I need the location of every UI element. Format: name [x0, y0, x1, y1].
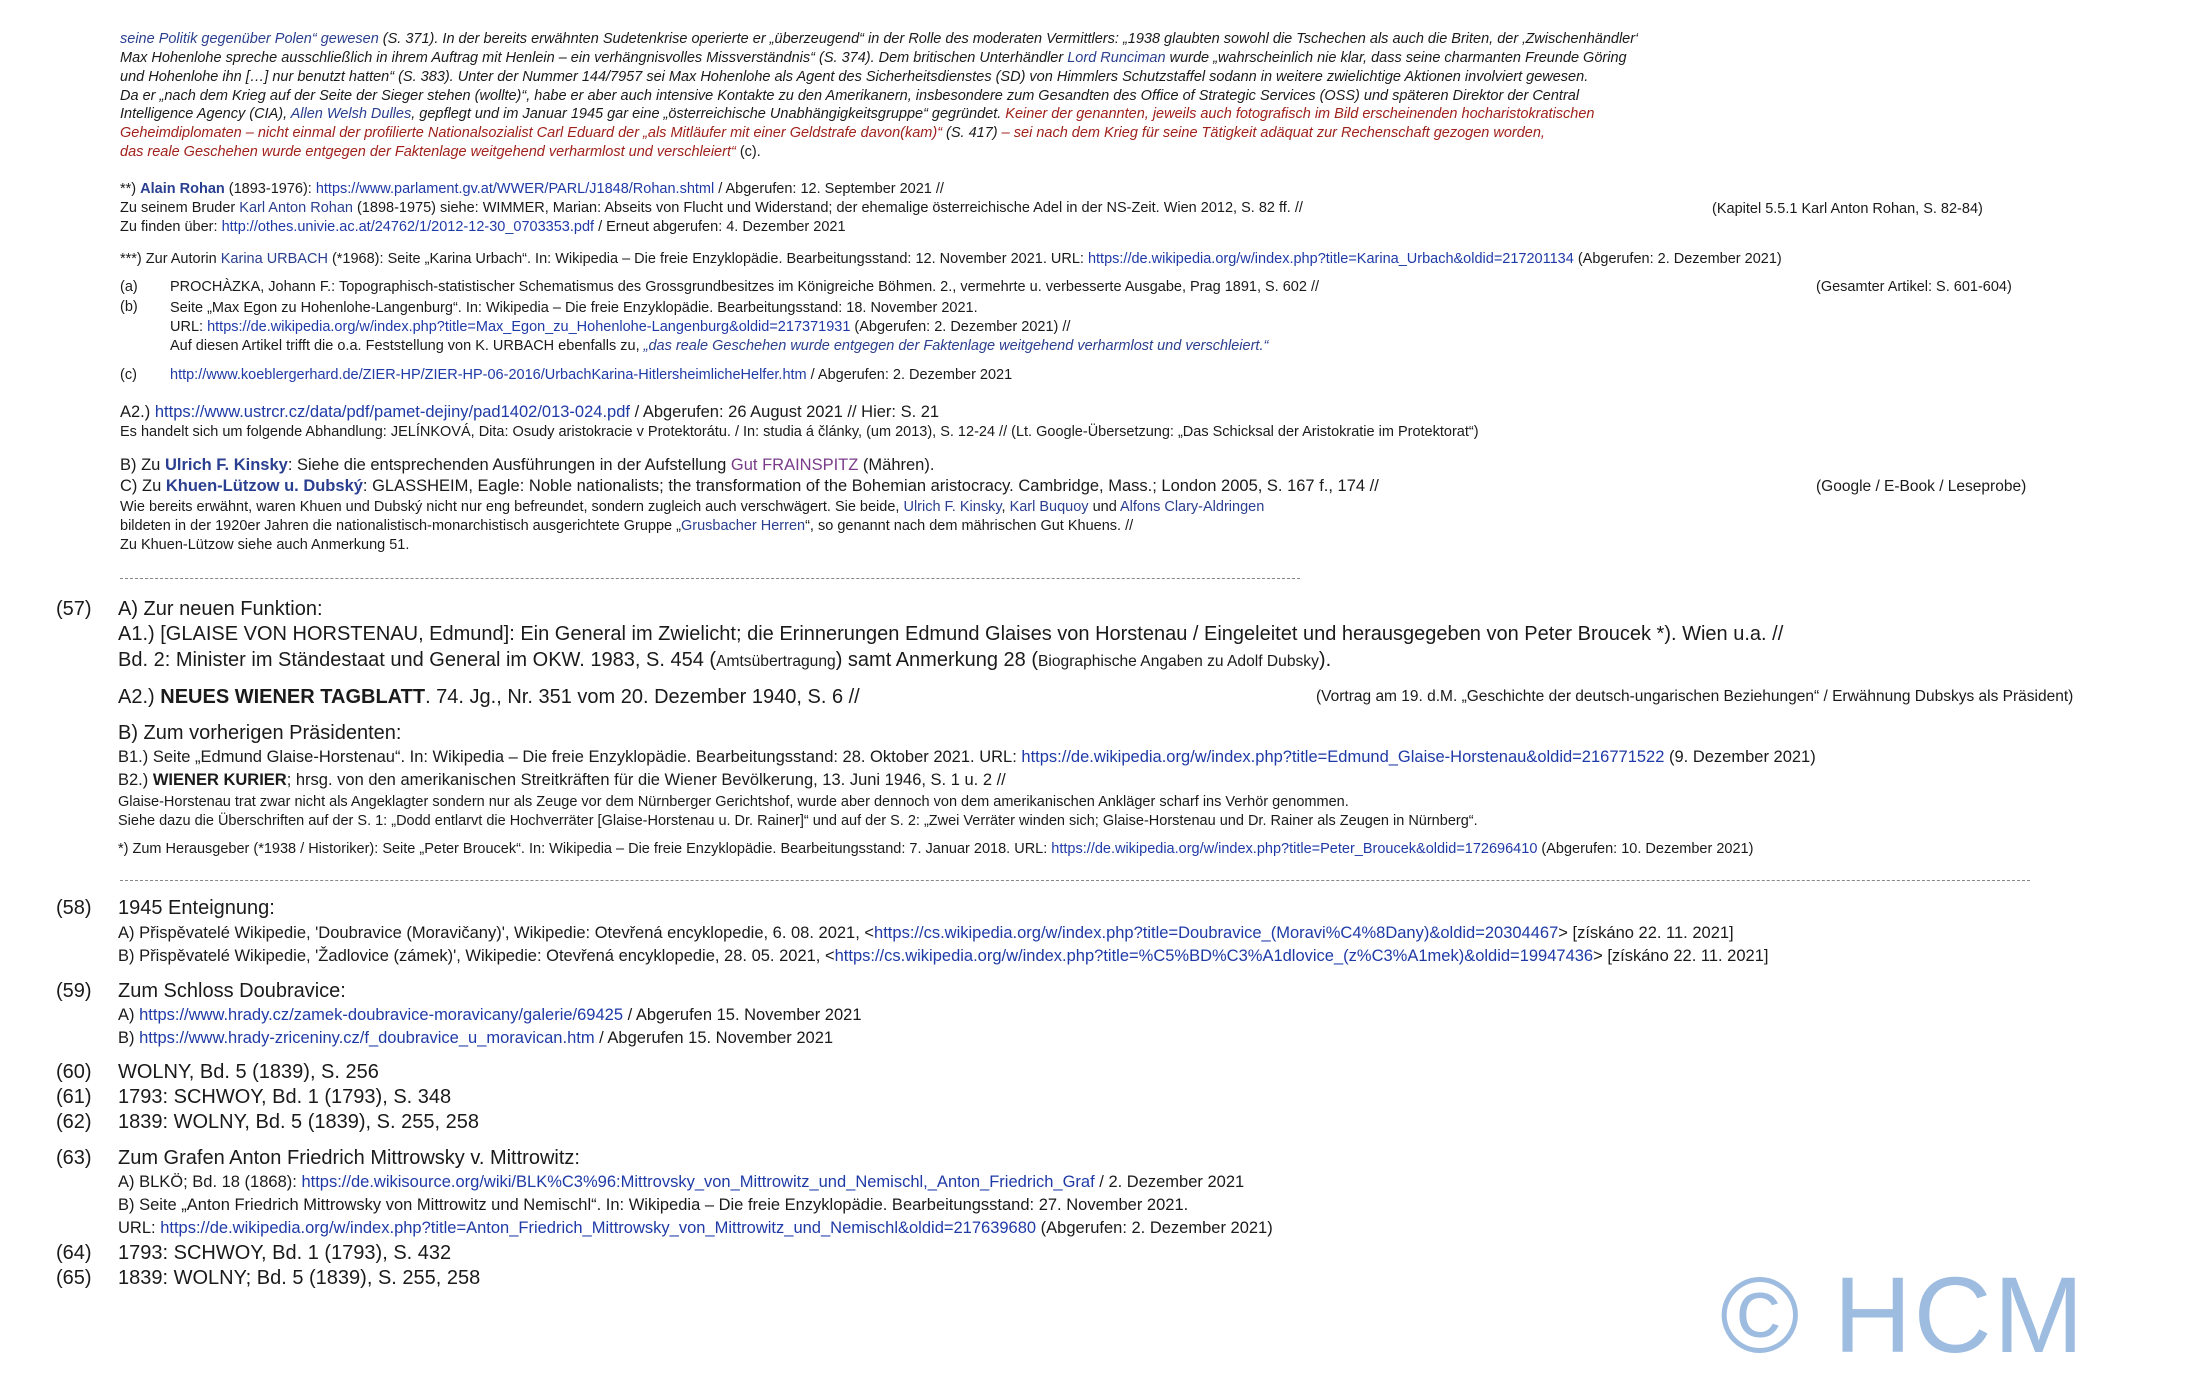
text-run: Biographische Angaben zu Adolf Dubsky [1038, 653, 1319, 670]
note-63-b1: B) Seite „Anton Friedrich Mittrowsky von Mittrowitz und Nemischl“. In: Wikipedia – Die freie Enzyklopädie. Bearbeitungsstand: 27. November 2021. [118, 1196, 1189, 1214]
url-link[interactable]: http://othes.univie.ac.at/24762/1/2012-12-30_0703353.pdf [221, 218, 595, 235]
text-run: (Abgerufen: 2. Dezember 2021) [1036, 1219, 1273, 1237]
note-58-title: 1945 Enteignung: [118, 897, 275, 919]
note-a2 [120, 402, 2140, 442]
ref-b-line-2 [170, 318, 1268, 337]
text-run: Allen Welsh Dulles [290, 106, 412, 123]
note-text: 1839: WOLNY, Bd. 5 (1839), S. 255, 258 [118, 1111, 479, 1133]
ref-b-label: (b) [120, 299, 138, 315]
note-57-a1-line-2 [118, 649, 1331, 672]
note-57-title: A) Zur neuen Funktion: [118, 598, 323, 620]
text-run: wurde „wahrscheinlich nie klar, dass seine charmanten Freunde Göring [1165, 49, 1627, 66]
text-run: . 74. Jg., Nr. 351 vom 20. Dezember 1940, S. 6 // [425, 686, 860, 708]
intro-line [120, 49, 2140, 68]
kinsky-line-b [120, 455, 2140, 476]
text-run: (*1968): Seite „Karina Urbach“. In: Wikipedia – Die freie Enzyklopädie. Bearbeitungsstand: 12. November 2021. URL: [327, 251, 1088, 267]
text-run: “, so genannt nach dem mährischen Gut Khuens. // [805, 517, 1134, 534]
text-run: A) Přispěvatelé Wikipedie, 'Doubravice (Moravičany)', Wikipedie: Otevřená encyklopedie, 6. 08. 2021, < [118, 924, 875, 942]
intro-line [120, 87, 2140, 106]
text-run: B1.) Seite „Edmund Glaise-Horstenau“. In: Wikipedia – Die freie Enzyklopädie. Bearbeitungsstand: 28. Oktober 2021. URL: [118, 748, 1022, 766]
text-run: (S. 371). In der bereits erwähnten Sudetenkrise operierte er „überzeugend“ in der Rolle des moderaten Vermittlers: „1938 glaubten sowohl die Tschechen als auch die Briten, der ‚Zwischenhändler‘ [378, 31, 1639, 47]
note-63-number: (63) [56, 1147, 92, 1169]
ref-b-line-1: Seite „Max Egon zu Hohenlohe-Langenburg“. In: Wikipedia – Die freie Enzyklopädie. Bearbeitungsstand: 18. November 2021. [170, 300, 978, 316]
note-text: 1793: SCHWOY, Bd. 1 (1793), S. 348 [118, 1086, 452, 1108]
note-number: (62) [56, 1111, 92, 1133]
divider-2 [120, 880, 2030, 881]
text-run: (Abgerufen: 2. Dezember 2021) // [850, 318, 1071, 335]
intro-line [120, 124, 2140, 143]
note-text: WOLNY, Bd. 5 (1839), S. 256 [118, 1061, 379, 1083]
note-59-a [118, 1006, 862, 1025]
a2-line-1 [120, 402, 2140, 423]
note-number: (61) [56, 1086, 92, 1108]
note-57-b2-line-3: Siehe dazu die Überschriften auf der S. 1: „Dodd entlarvt die Hochverräter [Glaise-Horstenau u. Dr. Rainer]“ und auf der S. 2: „Zwei Verräter winden sich; Glaise-Horstenau und Dr. Rainer als Zeugen in Nürnberg“. [118, 813, 1478, 829]
a2-line-2: Es handelt sich um folgende Abhandlung: JELÍNKOVÁ, Dita: Osudy aristokracie v Protektorátu. / In: studia á články, (um 2013), S. 12-24 // (Lt. Google-Übersetzung: „Das Schicksal der Aristokratie im Protektorat“) [120, 424, 1479, 441]
text-run: und [1088, 498, 1121, 515]
text-run: (c). [735, 144, 761, 161]
kinsky-line-c2 [120, 498, 2140, 517]
note-text: 1839: WOLNY; Bd. 5 (1839), S. 255, 258 [118, 1267, 481, 1289]
text-run: Zu seinem Bruder [120, 199, 240, 216]
text-run: Ulrich F. Kinsky [903, 498, 1002, 515]
text-run: Intelligence Agency (CIA), [120, 106, 291, 123]
url-link[interactable]: https://www.hrady-zriceniny.cz/f_doubravice_u_moravican.htm [139, 1029, 595, 1047]
text-run: Gut FRAINSPITZ [730, 456, 859, 474]
url-link[interactable]: https://de.wikipedia.org/w/index.php?title=Peter_Broucek&oldid=172696410 [1051, 841, 1538, 857]
intro-line [120, 143, 2140, 162]
text-run: > [získáno 22. 11. 2021] [1593, 947, 1769, 965]
text-run: / Abgerufen: 2. Dezember 2021 [806, 367, 1013, 383]
text-run: Karl Anton Rohan [239, 199, 353, 216]
text-run: C) Zu [120, 477, 166, 496]
note-57-b1 [118, 748, 1816, 767]
note-57-b-title: B) Zum vorherigen Präsidenten: [118, 722, 402, 744]
url-link[interactable]: https://www.ustrcr.cz/data/pdf/pamet-dejiny/pad1402/013-024.pdf [154, 403, 630, 421]
note-57-a2 [118, 686, 860, 709]
text-run: Bd. 2: Minister im Ständestaat und General im OKW. 1983, S. 454 ( [118, 649, 717, 671]
text-run: ***) Zur Autorin [120, 251, 221, 267]
copyright-watermark: © HCM [1720, 1254, 2086, 1375]
note-59-b [118, 1029, 833, 1048]
text-run: (S. 417) [942, 125, 1002, 142]
text-run: / Abgerufen: 26 August 2021 // Hier: S. 21 [629, 403, 940, 421]
text-run: Ulrich F. Kinsky [164, 456, 288, 474]
note-57-b2-line-2: Glaise-Horstenau trat zwar nicht als Angeklagter sondern nur als Zeuge vor dem Nürnberger Gerichtshof, wurde aber dennoch von dem amerikanischen Ankläger scharf ins Verhör genommen. [118, 794, 1349, 810]
rohan-line-3 [120, 218, 2140, 237]
text-run: „das reale Geschehen wurde entgegen der Faktenlage weitgehend verharmlost und verschleiert.“ [643, 337, 1269, 354]
text-run: Geheimdiplomaten – nicht einmal der profilierte Nationalsozialist Carl Eduard der „als Mitläufer mit einer Geldstrafe davon(kam)“ [120, 125, 943, 142]
note-58-a [118, 924, 1734, 943]
text-run: Max Hohenlohe spreche ausschließlich in ihrem Auftrag mit Henlein – ein verhängnisvolles Missverständnis“ (S. 374). Dem britischen Unterhändler [120, 49, 1068, 66]
text-run: seine Politik gegenüber Polen“ gewesen [120, 31, 379, 47]
text-run: B) Přispěvatelé Wikipedie, 'Žadlovice (zámek)', Wikipedie: Otevřená encyklopedie, 28. 05. 2021, < [118, 947, 835, 965]
text-run: ). [1318, 649, 1332, 671]
url-link[interactable]: https://de.wikipedia.org/w/index.php?title=Max_Egon_zu_Hohenlohe-Langenburg&oldid=217371931 [207, 318, 851, 335]
text-run: (Abgerufen: 10. Dezember 2021) [1537, 841, 1754, 857]
url-link[interactable]: https://de.wikipedia.org/w/index.php?title=Karina_Urbach&oldid=217201134 [1087, 251, 1574, 267]
text-run: **) [120, 181, 141, 197]
note-number: (64) [56, 1242, 92, 1264]
text-run: URL: [170, 318, 208, 335]
text-run: *) Zum Herausgeber (*1938 / Historiker): Seite „Peter Broucek“. In: Wikipedia – Die freie Enzyklopädie. Bearbeitungsstand: 7. Januar 2018. URL: [118, 841, 1052, 857]
kinsky-line-c4: Zu Khuen-Lützow siehe auch Anmerkung 51. [120, 536, 410, 553]
text-run: A2.) [120, 403, 155, 421]
note-57-b2 [118, 771, 1006, 790]
text-run: , gepflegt und im Januar 1945 gar eine „österreichische Unabhängigkeitsgruppe“ gegründet. [411, 106, 1006, 123]
text-run: Da er „nach dem Krieg auf der Seite der Sieger stehen (wollte)“, habe er aber auch intensive Kontakte zu den Amerikanern, insbesondere zum Gesandten des Office of Strategic Services (OSS) und späteren Direktor der Central [120, 87, 1580, 104]
ref-a-pages: (Gesamter Artikel: S. 601-604) [1816, 279, 2012, 295]
text-run: A) [118, 1006, 140, 1024]
text-run: Keiner der genannten, jeweils auch fotografisch im Bild erscheinenden hocharistokratischen [1005, 106, 1595, 123]
ref-b-block [170, 299, 1268, 356]
note-57-number: (57) [56, 598, 92, 620]
rohan-line-1 [120, 180, 2140, 199]
text-run: Alain Rohan [140, 181, 225, 197]
text-run: (1898-1975) siehe: WIMMER, Marian: Abseits von Flucht und Widerstand; der ehemalige österreichische Adel in der NS-Zeit. Wien 2012, S. 82 ff. // [352, 199, 1303, 216]
url-link[interactable]: https://www.parlament.gv.at/WWER/PARL/J1848/Rohan.shtml [315, 181, 715, 197]
note-58-number: (58) [56, 897, 92, 919]
note-urbach [120, 250, 2140, 269]
url-link[interactable]: https://de.wikisource.org/wiki/BLK%C3%96:Mittrovsky_von_Mittrowitz_und_Nemischl,_Anton_Friedrich_Graf [301, 1173, 1095, 1191]
note-57-a1-line-1: A1.) [GLAISE VON HORSTENAU, Edmund]: Ein General im Zwielicht; die Erinnerungen Edmund Glaises von Horstenau / Eingeleitet und herausgegeben von Peter Broucek *). Wien u.a. // [118, 623, 1784, 645]
text-run: , [1001, 498, 1010, 515]
note-57-a2-comment: (Vortrag am 19. d.M. „Geschichte der deutsch-ungarischen Beziehungen“ / Erwähnung Dubskys als Präsident) [1316, 688, 2074, 705]
text-run: Karina URBACH [220, 251, 328, 267]
text-run: A2.) [118, 686, 161, 708]
note-number: (60) [56, 1061, 92, 1083]
text-run: Wie bereits erwähnt, waren Khuen und Dubský nicht nur eng befreundet, sondern zugleich auch verschwägert. Sie beide, [120, 498, 904, 515]
text-run: bildeten in der 1920er Jahren die nationalistisch-monarchistisch ausgerichtete Gruppe „ [120, 517, 681, 534]
note-number: (65) [56, 1267, 92, 1289]
text-run: WIENER KURIER [152, 771, 287, 789]
ref-b-line-3 [170, 337, 1268, 356]
text-run: Zu finden über: [120, 218, 222, 235]
url-link[interactable]: https://de.wikipedia.org/w/index.php?title=Anton_Friedrich_Mittrowsky_von_Mittrowitz_und_Nemischl&oldid=217639680 [160, 1219, 1037, 1237]
rohan-line-2-text [120, 200, 1303, 216]
note-text: 1793: SCHWOY, Bd. 1 (1793), S. 432 [118, 1242, 452, 1264]
text-run: ) samt Anmerkung 28 ( [835, 649, 1039, 671]
url-link[interactable]: https://cs.wikipedia.org/w/index.php?title=Doubravice_(Moravi%C4%8Dany)&oldid=20304467 [874, 924, 1559, 942]
text-run: > [získáno 22. 11. 2021] [1558, 924, 1734, 942]
text-run: / Erneut abgerufen: 4. Dezember 2021 [594, 218, 846, 235]
text-run: das reale Geschehen wurde entgegen der Faktenlage weitgehend verharmlost und verschleiert“ [120, 144, 736, 161]
text-run: URL: [118, 1219, 161, 1237]
intro-line [120, 105, 2140, 124]
ref-c-text [170, 367, 1012, 383]
text-run: / 2. Dezember 2021 [1094, 1173, 1245, 1191]
text-run: : GLASSHEIM, Eagle: Noble nationalists; the transformation of the Bohemian aristocracy. Cambridge, Mass.; London 2005, S. 167 f., 174 // [362, 477, 1379, 496]
text-run: B2.) [118, 771, 153, 789]
note-63-title: Zum Grafen Anton Friedrich Mittrowsky v. Mittrowitz: [118, 1147, 580, 1169]
text-run: (Mähren). [858, 456, 935, 474]
intro-paragraph [120, 30, 2140, 162]
note-59-number: (59) [56, 980, 92, 1002]
note-57-editor-note [118, 841, 1753, 857]
ref-a-text: PROCHÀZKA, Johann F.: Topographisch-statistischer Schematismus des Grossgrundbesitzes im Königreiche Böhmen. 2., vermehrte u. verbesserte Ausgabe, Prag 1891, S. 602 // [170, 279, 1320, 295]
text-run: / Abgerufen: 12. September 2021 // [714, 181, 944, 197]
note-59-title: Zum Schloss Doubravice: [118, 980, 346, 1002]
url-link[interactable]: https://www.hrady.cz/zamek-doubravice-moravicany/galerie/69425 [139, 1006, 624, 1024]
text-run: Karl Buquoy [1009, 498, 1089, 515]
note-kinsky [120, 455, 2140, 554]
ref-c-label: (c) [120, 367, 137, 383]
text-run: (Abgerufen: 2. Dezember 2021) [1573, 251, 1782, 267]
kinsky-line-c3 [120, 517, 2140, 536]
text-run: Alfons Clary-Aldringen [1120, 498, 1265, 515]
kinsky-source-note: (Google / E-Book / Leseprobe) [1816, 478, 2027, 495]
note-58-b [118, 947, 1768, 966]
text-run: Lord Runciman [1067, 49, 1166, 66]
text-run: B) Zu [120, 456, 165, 474]
url-link[interactable]: https://de.wikipedia.org/w/index.php?title=Edmund_Glaise-Horstenau&oldid=216771522 [1021, 748, 1665, 766]
text-run: Auf diesen Artikel trifft die o.a. Feststellung von K. URBACH ebenfalls zu, [170, 337, 644, 354]
note-63-a [118, 1173, 1244, 1192]
text-run: / Abgerufen 15. November 2021 [594, 1029, 834, 1047]
text-run: / Abgerufen 15. November 2021 [623, 1006, 862, 1024]
text-run: Grusbacher Herren [680, 517, 806, 534]
text-run: ; hrsg. von den amerikanischen Streitkräften für die Wiener Bevölkerung, 13. Juni 1946, S. 1 u. 2 // [286, 771, 1006, 789]
text-run: Khuen-Lützow u. Dubský [165, 477, 363, 496]
url-link[interactable]: https://cs.wikipedia.org/w/index.php?title=%C5%BD%C3%A1dlovice_(z%C3%A1mek)&oldid=19947436 [834, 947, 1594, 965]
divider-1 [120, 578, 1300, 579]
text-run: : Siehe die entsprechenden Ausführungen in der Aufstellung [287, 456, 731, 474]
intro-line [120, 68, 2140, 87]
text-run: – sei nach dem Krieg für seine Tätigkeit adäquat zur Rechenschaft gezogen worden, [1001, 125, 1545, 142]
urbach-line-1 [120, 250, 2140, 269]
rohan-chapter-ref: (Kapitel 5.5.1 Karl Anton Rohan, S. 82-84) [1712, 201, 1983, 217]
url-link[interactable]: http://www.koeblergerhard.de/ZIER-HP/ZIER-HP-06-2016/UrbachKarina-HitlersheimlicheHelfer.htm [170, 367, 807, 383]
text-run: (1893-1976): [224, 181, 316, 197]
text-run: NEUES WIENER TAGBLATT [160, 686, 426, 708]
text-run: B) [118, 1029, 140, 1047]
text-run: Amtsübertragung [716, 653, 836, 670]
note-63-b2 [118, 1219, 1273, 1238]
text-run: A) BLKÖ; Bd. 18 (1868): [118, 1173, 302, 1191]
intro-line [120, 30, 2140, 49]
text-run: (9. Dezember 2021) [1664, 748, 1816, 766]
ref-a-label: (a) [120, 279, 138, 295]
text-run: und Hohenlohe ihn […] nur benutzt hatten“ (S. 383). Unter der Nummer 144/7957 sei Max Hohenlohe als Agent des Sicherheitsdienstes (SD) von Himmlers Schutzstaffel sodann in weitere zwielichtige Aktionen involviert gewesen. [120, 68, 1589, 85]
